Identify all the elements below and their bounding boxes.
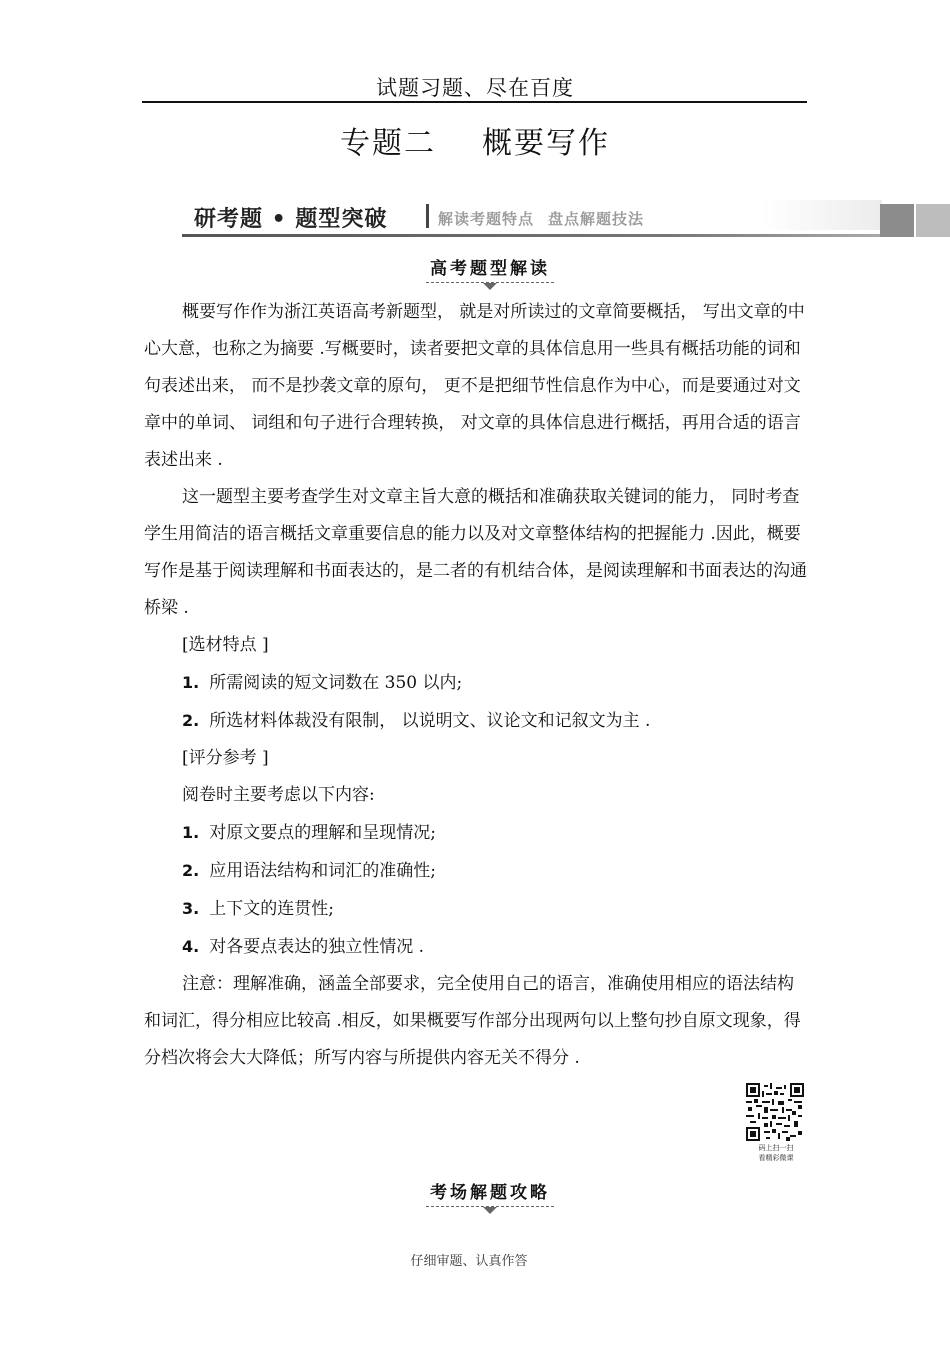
scoring-heading: [评分参考 ] (182, 748, 269, 768)
selection-heading: [选材特点 ] (182, 635, 269, 655)
list-item (144, 814, 809, 852)
paragraph-intro: 概要写作作为浙江英语高考新题型， 就是对所读过的文章简要概括， 写出文章的中心大意，也称之为摘要 .写概要时，读者要把文章的具体信息用一些具有概括功能的词和句表述出来， 而不是抄袭文章的原句， 更不是把细节性信息作为中心，而是要通过对文章中的单词、 词组和句子进行合理转换， 对文章的具体信息进行概括，再用合适的语言表述出来 . (144, 302, 805, 470)
banner-underline (182, 234, 882, 237)
banner-block-dark (880, 204, 914, 237)
list-item-number: 4. (182, 937, 200, 956)
list-item-text: 应用语法结构和词汇的准确性; (209, 861, 436, 881)
list-item-text: 上下文的连贯性; (209, 899, 334, 919)
document-title-part1: 专题二 (340, 126, 436, 161)
list-item (144, 928, 809, 966)
list-item-number: 2. (182, 861, 200, 880)
document-title-part2: 概要写作 (482, 126, 610, 161)
qr-caption-line2: 看精彩微课 (758, 1154, 794, 1162)
paragraph-note: 注意：理解准确，涵盖全部要求，完全使用自己的语言，准确使用相应的语法结构和词汇，得分相应比较高 .相反，如果概要写作部分出现两句以上整句抄自原文现象，得分档次将会大大降低；所写内容与所提供内容无关不得分 . (144, 974, 801, 1068)
qr-caption (740, 1143, 812, 1163)
page-footer: 仔细审题、认真作答 (410, 1254, 528, 1269)
banner-block-light (916, 204, 950, 237)
main-content (144, 294, 809, 1077)
list-item (144, 890, 809, 928)
list-item (144, 702, 809, 740)
list-item-number: 1. (182, 673, 200, 692)
banner-subtitle (438, 208, 644, 229)
qr-caption-line1: 码上扫一扫 (758, 1144, 794, 1152)
section-heading-2-text: 考场解题攻略 (426, 1178, 554, 1207)
scoring-intro: 阅卷时主要考虑以下内容: (182, 785, 375, 805)
list-item (144, 664, 809, 702)
section-heading-2 (0, 1178, 950, 1214)
section-banner (182, 200, 950, 238)
header-divider (142, 101, 807, 103)
banner-separator (426, 204, 429, 228)
banner-subtitle-part2: 盘点解题技法 (548, 210, 645, 228)
document-title (0, 118, 950, 162)
list-item-number: 2. (182, 711, 200, 730)
section-heading-1-text: 高考题型解读 (426, 254, 554, 283)
section-heading-1-arrow-icon (483, 283, 497, 290)
banner-subtitle-part1: 解读考题特点 (438, 210, 535, 228)
section-heading-2-arrow-icon (483, 1207, 497, 1214)
list-item-text: 所选材料体裁没有限制， 以说明文、议论文和记叙文为主 . (209, 711, 651, 731)
list-item-text: 对各要点表达的独立性情况 . (209, 937, 425, 957)
list-item-number: 3. (182, 899, 200, 918)
list-item-number: 1. (182, 823, 200, 842)
qr-code-icon[interactable] (746, 1083, 804, 1141)
section-heading-1 (0, 254, 950, 290)
list-item-text: 所需阅读的短文词数在 350 以内; (209, 673, 463, 693)
list-item-text: 对原文要点的理解和呈现情况; (209, 823, 436, 843)
page-header-title: 试题习题、尽在百度 (376, 76, 574, 100)
banner-main-title: 研考题 • 题型突破 (194, 207, 388, 232)
paragraph-purpose: 这一题型主要考查学生对文章主旨大意的概括和准确获取关键词的能力， 同时考查学生用简洁的语言概括文章重要信息的能力以及对文章整体结构的把握能力 .因此，概要写作是基于阅读理解和书面表达的，是二者的有机结合体，是阅读理解和书面表达的沟通桥梁 . (144, 487, 807, 618)
list-item (144, 852, 809, 890)
